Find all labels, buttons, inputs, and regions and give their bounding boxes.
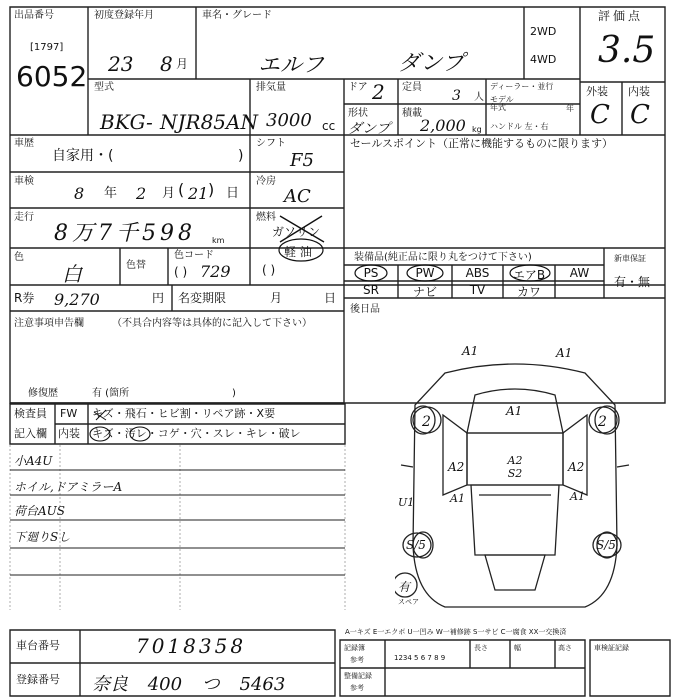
score-label: 評価点 (598, 9, 644, 23)
first-reg-month-unit: 月 (176, 57, 189, 71)
lot-label: 出品番号 (14, 10, 54, 21)
fw-label: FW (60, 407, 78, 420)
color-code-value: 729 (200, 262, 231, 281)
reference-1: 参考 (350, 656, 364, 664)
ac-label: 冷房 (256, 176, 276, 187)
note-line-2: ホイル,ドアミラーA (14, 480, 123, 494)
new-car-warranty-value: 有・無 (614, 275, 651, 289)
maintenance-row: 1234 5 6 7 8 9 (394, 654, 446, 662)
model-year-label: モデル 年式 (490, 95, 514, 112)
mileage-label: 走行 (14, 212, 34, 223)
equipment-ps: PS (363, 266, 379, 280)
interior-grade: C (630, 100, 650, 130)
inspector-marks (88, 404, 178, 444)
inspector-label: 検査員 (14, 407, 47, 420)
mark-cab-center: A2 S2 (507, 454, 523, 480)
first-reg-month: 8 (160, 52, 173, 76)
name-change-day: 日 (324, 291, 337, 305)
notes-label: 注意事項申告欄 (14, 318, 84, 329)
fuel-label: 燃料 (256, 212, 276, 223)
color-value: 白 (62, 262, 82, 286)
inspection-month-unit: 月 (162, 186, 176, 201)
fw-text: キズ・飛石・ヒビ割・リペア跡・X要 (92, 407, 276, 420)
score-value: 3.5 (598, 30, 656, 71)
chassis-label: 車台番号 (16, 639, 60, 652)
capacity-unit: 人 (474, 92, 484, 103)
capacity-value: 3 (452, 88, 461, 104)
recorder-label: 記録簿 (344, 644, 365, 652)
inspection-month: 2 (136, 184, 147, 203)
inspection-day-unit: 日 (226, 186, 240, 201)
mark-right-door: A2 (568, 460, 585, 474)
car-name: エルフ (258, 53, 325, 78)
history-label: 車歴 (14, 138, 34, 149)
handle-label: ハンドル 左・右 (490, 122, 549, 131)
r-ticket-unit: 円 (152, 291, 165, 305)
mark-right-rear-wheel: S/5 (596, 538, 616, 552)
drive-2wd: 2WD (530, 25, 557, 38)
lot-sub: [1797] (30, 42, 64, 53)
first-reg-label: 初度登録年月 (94, 10, 154, 21)
capacity-label: 定員 (402, 82, 422, 93)
mark-spare: 有 (398, 580, 411, 594)
door-label: ドア (348, 82, 368, 93)
mark-left-rear-wheel: S/5 (406, 538, 426, 552)
load-value: 2,000 (420, 116, 466, 135)
repaint-label: 色替 (126, 260, 146, 271)
model-year-unit: 年 (566, 104, 574, 113)
drive-4wd: 4WD (530, 53, 557, 66)
displacement-unit: cc (322, 119, 336, 133)
equipment-leather: カワ (516, 285, 541, 299)
equipment-abs: ABS (465, 266, 490, 280)
equipment-navi: ナビ (412, 285, 437, 299)
mark-front-left: A1 (462, 344, 479, 358)
height-label: 高さ (558, 644, 572, 652)
note-line-3: 荷台AUS (14, 504, 66, 518)
lot-number: 6052 (16, 60, 88, 93)
equipment-aw: AW (569, 266, 590, 280)
dealer-label: ディーラー・並行 (490, 82, 554, 91)
registration-value: 奈良 400 つ 5463 (92, 674, 286, 695)
body-value: ダンプ (348, 121, 391, 137)
repair-label: 修復歴 (28, 388, 58, 399)
sales-point-label: セールスポイント（正常に機能するものに限ります） (350, 137, 614, 150)
car-name-label: 車名・グレード (202, 10, 272, 21)
mark-right-front-wheel: 2 (598, 414, 607, 430)
interior-check-label: 内装 (58, 427, 80, 440)
equipment-label: 装備品(純正品に限り丸をつけて下さい) (354, 252, 532, 263)
mark-left-lower-u: U1 (398, 496, 415, 509)
mark-left-front-wheel: 2 (422, 414, 431, 430)
note-line-4: 下廻りSし (14, 530, 71, 544)
repair-close: ) (232, 388, 236, 399)
model-code: NJR85AN (160, 110, 258, 134)
color-paren: ( ) (174, 265, 188, 279)
inspection-day-open: ( (178, 180, 185, 199)
note-line-1: 小A4U (14, 454, 53, 468)
name-change-label: 名変期限 (178, 291, 227, 305)
aftermarket-label: 後日品 (350, 304, 380, 315)
repair-value: 有 (箇所 (92, 388, 130, 399)
shift-value: F5 (290, 150, 314, 171)
new-car-warranty-label: 新車保証 (614, 254, 646, 263)
color-code-label: 色コード (174, 250, 214, 261)
shift-label: シフト (256, 138, 286, 149)
mark-left-door: A2 (448, 460, 465, 474)
color-label: 色 (14, 252, 24, 263)
inspector-entry-label: 記入欄 (14, 427, 47, 440)
door-value: 2 (372, 80, 385, 104)
inspection-day-close: ) (208, 180, 215, 199)
interior-label: 内装 (628, 85, 650, 98)
mileage-value: 8万7千598 (54, 221, 196, 246)
equipment-sr: SR (363, 283, 379, 297)
equipment-circles (350, 263, 600, 283)
interior-check-text: キズ・汚レ・コゲ・穴・スレ・キレ・破レ (92, 427, 301, 440)
mark-front: A1 (506, 404, 523, 418)
diesel-circle (276, 236, 326, 264)
length-label: 長さ (474, 644, 488, 652)
chassis-value: 7018358 (136, 634, 247, 658)
exterior-grade: C (590, 100, 610, 130)
first-reg-year: 23 (108, 52, 134, 76)
history-paren: ) (238, 148, 244, 164)
inspection-label: 車検 (14, 176, 34, 187)
body-label: 形状 (348, 108, 368, 119)
r-ticket-value: 9,270 (54, 290, 100, 309)
cert-label: 車検証記録 (594, 644, 629, 652)
registration-label: 登録番号 (16, 673, 60, 686)
reference-2: 参考 (350, 684, 364, 692)
history-value: 自家用・( (52, 148, 114, 164)
inspection-day: 21 (188, 184, 209, 203)
ac-value: AC (284, 186, 311, 207)
inspection-year-unit: 年 (104, 186, 118, 201)
damage-legend: A一キズ E一エクボ U一凹み W一補修跡 S一サビ C一腐食 XX一交換済 (345, 628, 567, 636)
displacement-label: 排気量 (256, 82, 286, 93)
fuel-diesel: 軽 油 (284, 245, 312, 259)
equipment-airbag: エアB (512, 268, 546, 282)
equipment-pw: PW (415, 266, 435, 280)
load-unit: kg (472, 125, 482, 134)
displacement-value: 3000 (266, 110, 312, 131)
model-label: 型式 (94, 82, 114, 93)
mark-right-lower-a: A1 (570, 490, 585, 503)
r-ticket-label: R券 (14, 291, 35, 305)
spare-label: スペア (398, 598, 419, 606)
equipment-tv: TV (469, 283, 486, 297)
fuel-paren: ( ) (262, 263, 276, 277)
width-label: 幅 (514, 644, 521, 652)
name-change-month: 月 (270, 291, 283, 305)
mileage-unit: km (212, 236, 225, 245)
mark-front-right: A1 (556, 346, 573, 360)
fuel-gasoline: ガソリン (272, 225, 321, 239)
model-prefix: BKG- (100, 110, 153, 134)
maintenance-label: 整備記録 (344, 672, 372, 680)
car-grade: ダンプ (398, 51, 465, 76)
truck-diagram (395, 345, 635, 620)
exterior-label: 外装 (586, 85, 608, 98)
mark-left-lower-a: A1 (450, 492, 465, 505)
notes-instruction: （不具合内容等は具体的に記入して下さい） (112, 318, 312, 329)
inspection-year: 8 (74, 184, 85, 203)
load-label: 積載 (402, 108, 422, 119)
